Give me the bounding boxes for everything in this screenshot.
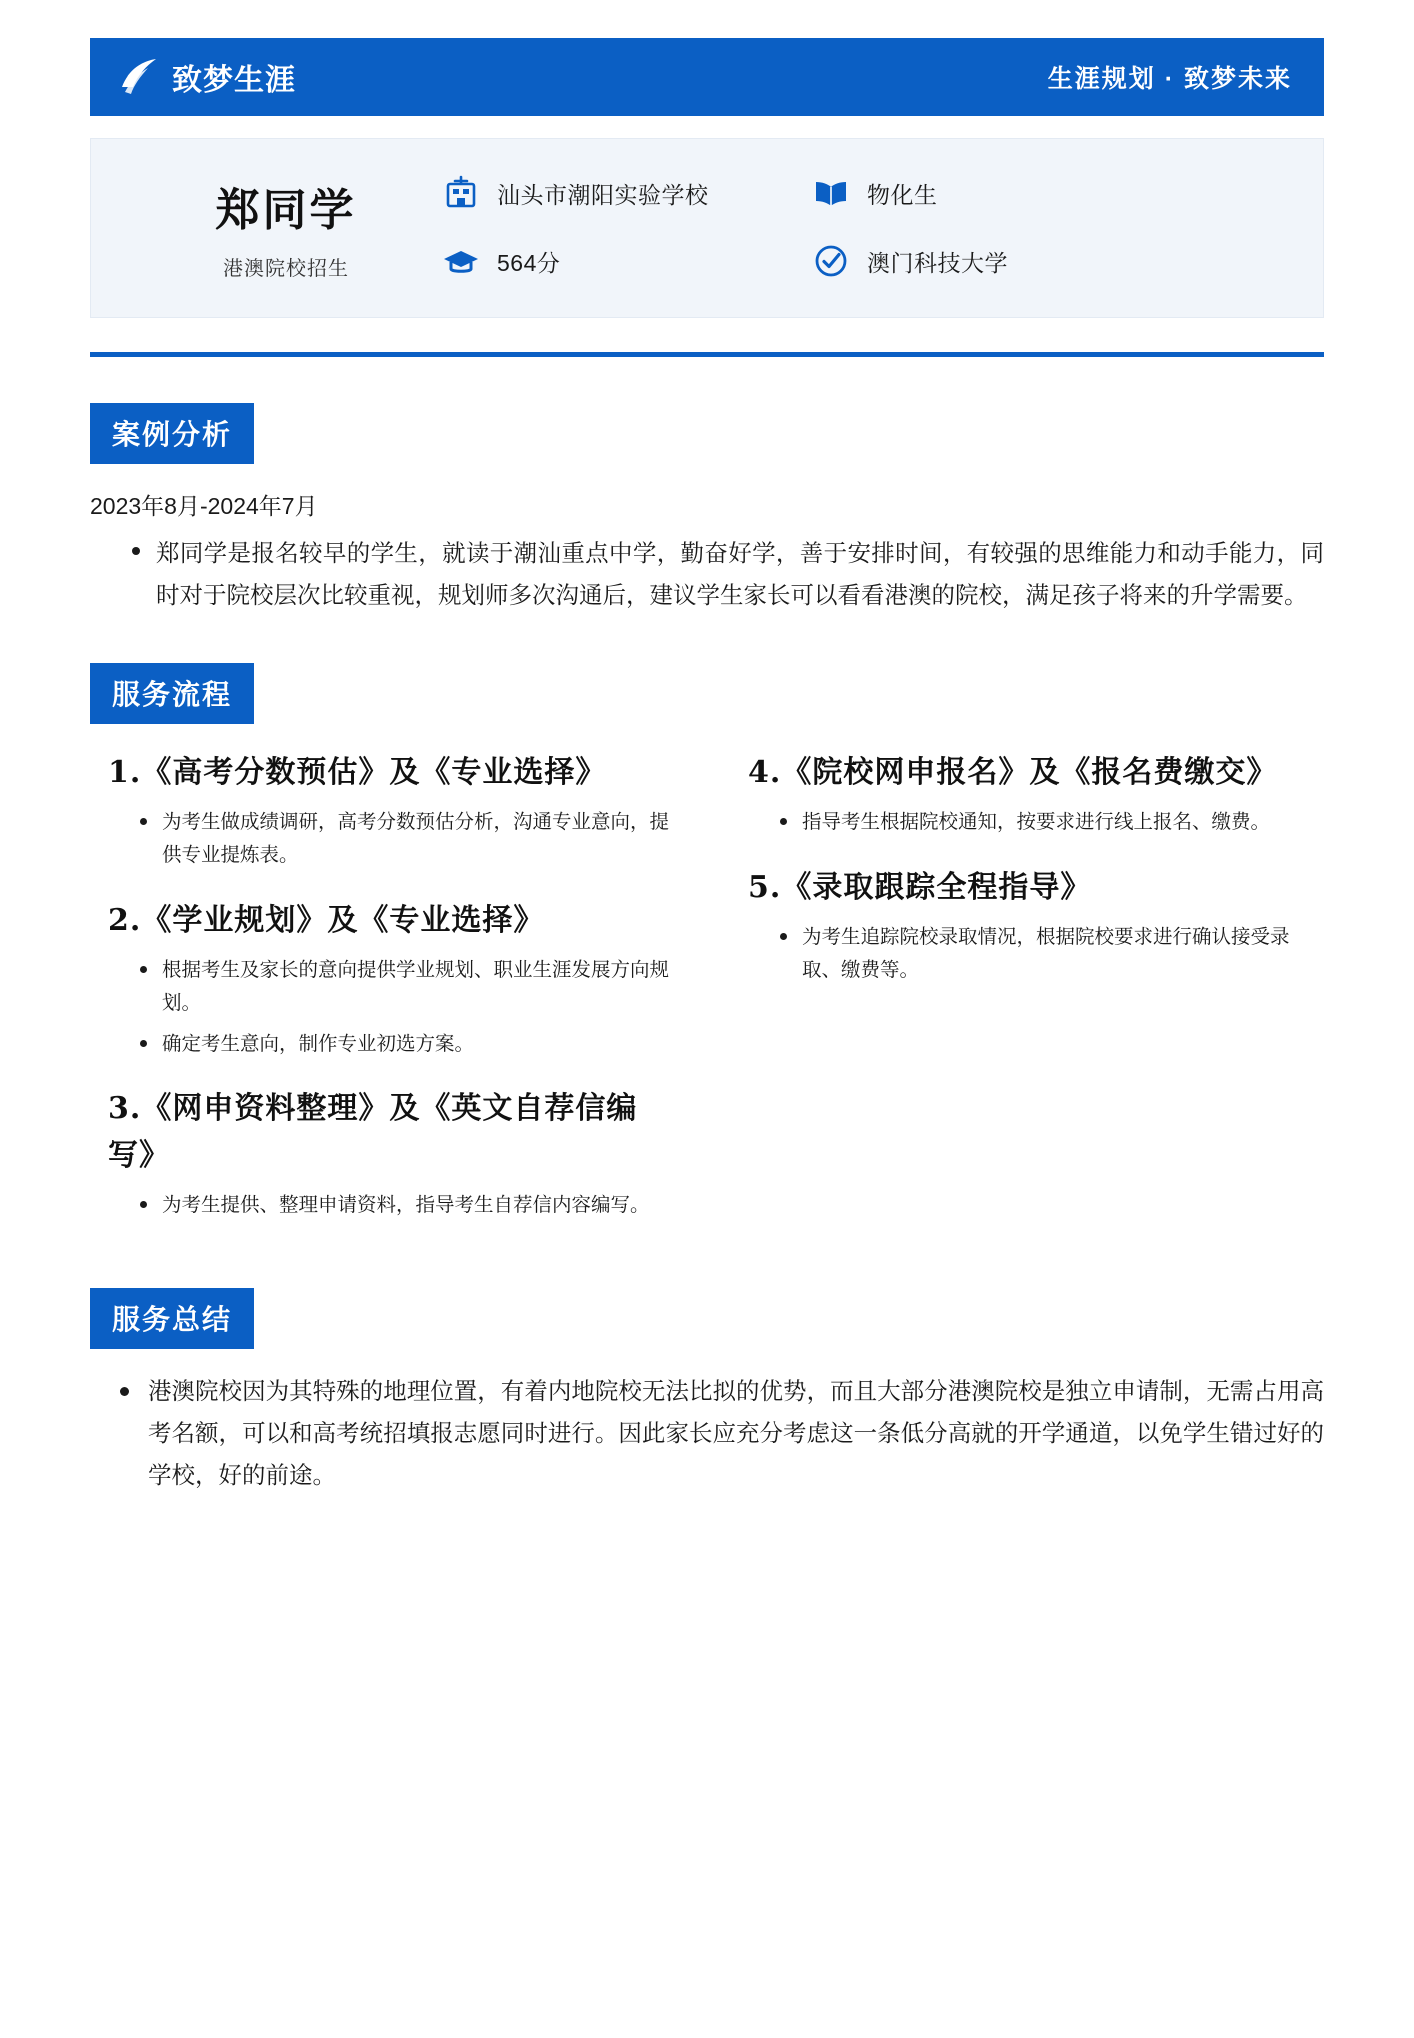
- flow-step-points: [730, 921, 1320, 987]
- student-field-subjects: [811, 173, 1283, 213]
- section-title-flow: 服务流程: [90, 663, 254, 724]
- list-item: 根据考生及家长的意向提供学业规划、职业生涯发展方向规划。: [136, 954, 680, 1020]
- student-field-label: 564分: [497, 249, 561, 276]
- check-circle-icon: [811, 241, 851, 281]
- flow-column-right: [730, 750, 1320, 1231]
- open-book-icon: [811, 173, 851, 213]
- student-field-label: 澳门科技大学: [867, 249, 1008, 276]
- flow-columns: [90, 750, 1324, 1231]
- graduation-cap-icon: [441, 241, 481, 281]
- flow-step-title: 1.《高考分数预估》及《专业选择》: [108, 754, 607, 790]
- summary-list: [90, 1371, 1324, 1496]
- student-field-label: 汕头市潮阳实验学校: [497, 181, 709, 208]
- list-item: 为考生追踪院校录取情况，根据院校要求进行确认接受录取、缴费等。: [776, 921, 1320, 987]
- flow-step-title: 2.《学业规划》及《专业选择》: [108, 902, 545, 938]
- flow-step-points: [90, 1189, 680, 1222]
- list-item: [116, 1371, 1324, 1496]
- flow-step-title: 3.《网申资料整理》及《英文自荐信编写》: [108, 1091, 638, 1173]
- student-subtitle: 港澳院校招生: [223, 257, 349, 280]
- section-service-flow: [90, 663, 1324, 1231]
- section-title-case: 案例分析: [90, 403, 254, 464]
- flow-step-points: [730, 806, 1320, 839]
- page-bottom-spacer: [90, 1497, 1324, 1617]
- flow-step-points: [90, 954, 680, 1060]
- school-building-icon: [441, 173, 481, 213]
- student-field-school: [441, 173, 811, 213]
- brand: [116, 54, 296, 100]
- student-fields: [441, 173, 1283, 281]
- student-name: 郑同学: [215, 185, 357, 235]
- summary-body-text: 港澳院校因为其特殊的地理位置，有着内地院校无法比拟的优势，而且大部分港澳院校是独立申请制，无需占用高考名额，可以和高考统招填报志愿同时进行。因此家长应充分考虑这一条低分高就的开学通道，以免学生错过好的学校，好的前途。: [148, 1378, 1324, 1488]
- student-info-card: [90, 138, 1324, 318]
- swoosh-logo-icon: [116, 54, 162, 100]
- list-item: [130, 533, 1324, 617]
- document-page: [0, 38, 1414, 2038]
- flow-step-points: [90, 806, 680, 872]
- list-item: 指导考生根据院校通知，按要求进行线上报名、缴费。: [776, 806, 1320, 839]
- flow-column-left: [90, 750, 680, 1231]
- section-case-analysis: [90, 403, 1324, 617]
- list-item: 为考生提供、整理申请资料，指导考生自荐信内容编写。: [136, 1189, 680, 1222]
- header-slogan: 生涯规划 · 致梦未来: [1047, 65, 1292, 93]
- section-title-summary: 服务总结: [90, 1288, 254, 1349]
- section-service-summary: [90, 1288, 1324, 1496]
- flow-step-title: 5.《录取跟踪全程指导》: [748, 869, 1092, 905]
- list-item: 为考生做成绩调研，高考分数预估分析，沟通专业意向，提供专业提炼表。: [136, 806, 680, 872]
- student-field-university: [811, 241, 1283, 281]
- case-body-list: [90, 533, 1324, 617]
- page-header: [90, 38, 1324, 116]
- student-field-label: 物化生: [867, 181, 938, 208]
- student-identity: [131, 174, 441, 281]
- list-item: 确定考生意向，制作专业初选方案。: [136, 1028, 680, 1061]
- brand-name: 致梦生涯: [172, 64, 296, 97]
- student-field-score: [441, 241, 811, 281]
- case-body-text: 郑同学是报名较早的学生，就读于潮汕重点中学，勤奋好学，善于安排时间，有较强的思维能力和动手能力，同时对于院校层次比较重视，规划师多次沟通后，建议学生家长可以看看港澳的院校，满足孩子将来的升学需要。: [156, 540, 1324, 608]
- divider: [90, 352, 1324, 357]
- flow-step-title: 4.《院校网申报名》及《报名费缴交》: [748, 754, 1278, 790]
- case-date-range: 2023年8月-2024年7月: [90, 493, 318, 519]
